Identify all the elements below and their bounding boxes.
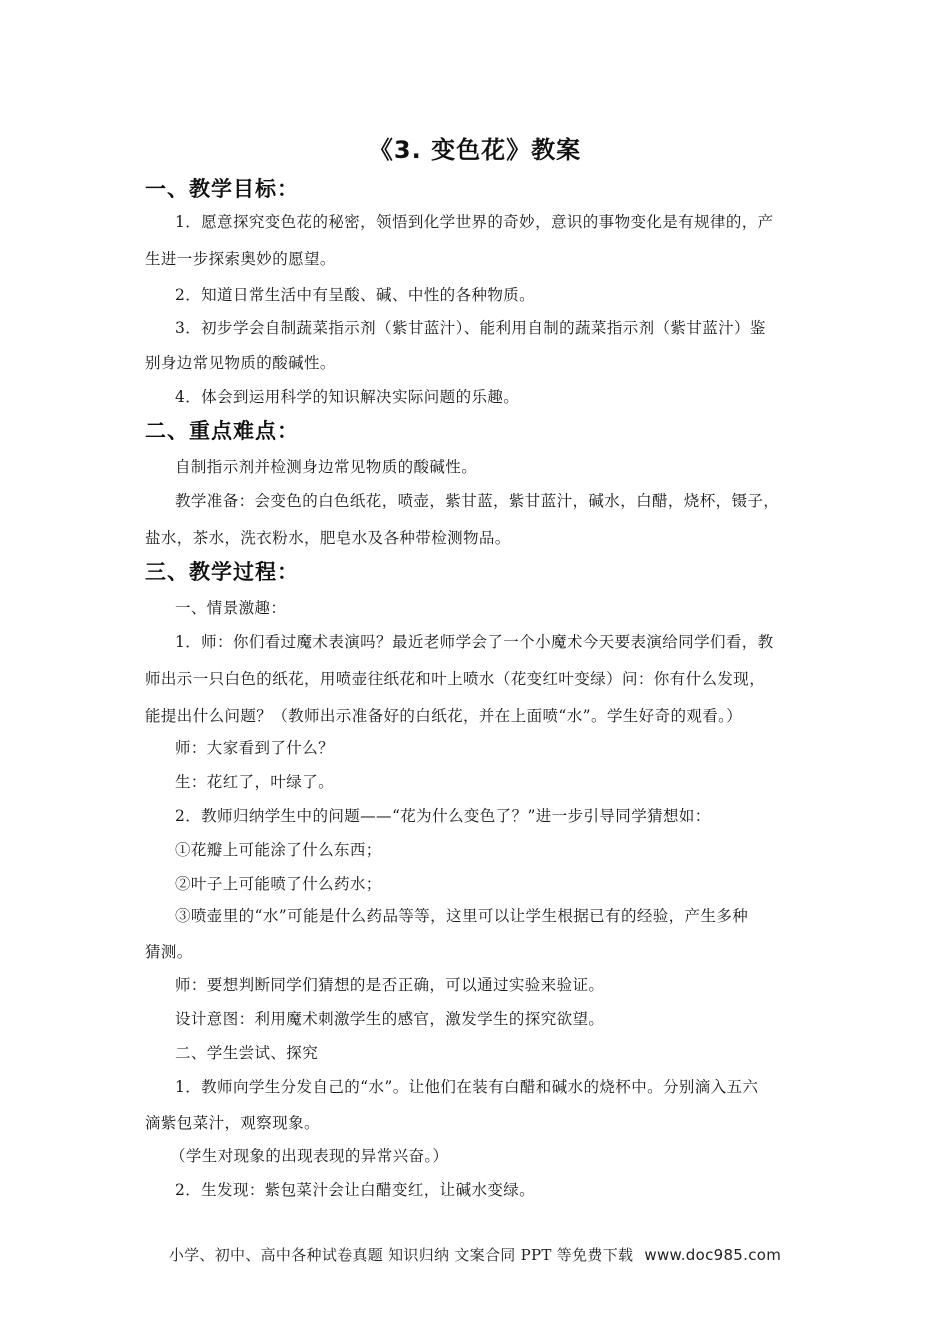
paragraph-line: ②叶子上可能喷了什么药水； bbox=[175, 875, 382, 893]
paragraph-line: 一、情景激趣： bbox=[175, 599, 287, 617]
paragraph-line: ①花瓣上可能涂了什么东西； bbox=[175, 841, 382, 859]
paragraph-line: 能提出什么问题？（教师出示准备好的白纸花，并在上面喷“水”。学生好奇的观看。） bbox=[145, 707, 743, 725]
section-heading-objectives: 一、教学目标： bbox=[145, 177, 299, 201]
section-heading-key-points: 二、重点难点： bbox=[145, 419, 299, 443]
paragraph-line: 二、学生尝试、探究 bbox=[175, 1044, 319, 1062]
paragraph-line: 生：花红了，叶绿了。 bbox=[175, 773, 335, 791]
paragraph-line: （学生对现象的出现表现的异常兴奋。） bbox=[170, 1147, 449, 1165]
paragraph-line: 2．知道日常生活中有呈酸、碱、中性的各种物质。 bbox=[175, 286, 536, 304]
paragraph-line: 1．教师向学生分发自己的“水”。让他们在装有白醋和碱水的烧杯中。分别滴入五六 bbox=[175, 1078, 759, 1096]
paragraph-line: 3．初步学会自制蔬菜指示剂（紫甘蓝汁）、能利用自制的蔬菜指示剂（紫甘蓝汁）鉴 bbox=[175, 319, 766, 337]
footer-text: 小学、初中、高中各种试卷真题 知识归纳 文案合同 PPT 等免费下载 bbox=[168, 1246, 634, 1264]
paragraph-line: 2．生发现：紫包菜汁会让白醋变红，让碱水变绿。 bbox=[175, 1181, 536, 1199]
paragraph-line: 4．体会到运用科学的知识解决实际问题的乐趣。 bbox=[175, 388, 520, 406]
paragraph-line: 滴紫包菜汁，观察现象。 bbox=[145, 1114, 320, 1132]
paragraph-line: 别身边常见物质的酸碱性。 bbox=[145, 354, 336, 372]
paragraph-line: 设计意图：利用魔术刺激学生的感官，激发学生的探究欲望。 bbox=[175, 1010, 605, 1028]
paragraph-line: 师：要想判断同学们猜想的是否正确，可以通过实验来验证。 bbox=[175, 976, 605, 994]
paragraph-line: 教学准备：会变色的白色纸花，喷壶，紫甘蓝，紫甘蓝汁，碱水，白醋，烧杯，镊子， bbox=[175, 492, 780, 510]
paragraph-line: 生进一步探索奥妙的愿望。 bbox=[145, 250, 336, 268]
paragraph-line: 猜测。 bbox=[145, 943, 193, 961]
section-heading-process: 三、教学过程： bbox=[145, 560, 299, 584]
paragraph-line: 1．师：你们看过魔术表演吗？最近老师学会了一个小魔术今天要表演给同学们看，教 bbox=[175, 633, 774, 651]
page-footer bbox=[0, 1244, 950, 1266]
paragraph-line: 1．愿意探究变色花的秘密，领悟到化学世界的奇妙，意识的事物变化是有规律的，产 bbox=[175, 213, 774, 231]
document-title: 《3. 变色花》教案 bbox=[368, 136, 582, 164]
paragraph-line: 师：大家看到了什么？ bbox=[175, 739, 335, 757]
paragraph-line: 2．教师归纳学生中的问题——“花为什么变色了？”进一步引导同学猜想如： bbox=[175, 807, 711, 825]
paragraph-line: ③喷壶里的“水”可能是什么药品等等，这里可以让学生根据已有的经验，产生多种 bbox=[175, 907, 749, 925]
paragraph-line: 自制指示剂并检测身边常见物质的酸碱性。 bbox=[175, 458, 478, 476]
paragraph-line: 师出示一只白色的纸花，用喷壶往纸花和叶上喷水（花变红叶变绿）问：你有什么发现， bbox=[145, 670, 766, 688]
paragraph-line: 盐水，茶水，洗衣粉水，肥皂水及各种带检测物品。 bbox=[145, 529, 511, 547]
footer-link[interactable]: www.doc985.com bbox=[644, 1246, 782, 1264]
